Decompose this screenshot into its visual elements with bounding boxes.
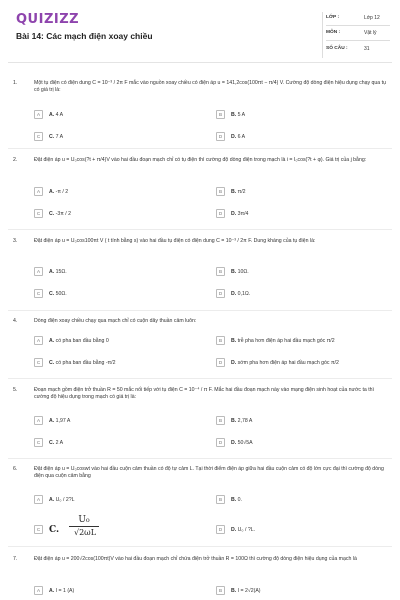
option-text: I = 1 (A) xyxy=(55,588,75,594)
question-separator xyxy=(8,458,392,459)
question-separator xyxy=(8,546,392,547)
option-letter-box: C xyxy=(34,209,43,218)
question-number: 3. xyxy=(13,238,18,244)
option-text: I = 2√2(A) xyxy=(237,588,261,594)
option-letter-box: B xyxy=(216,416,225,425)
meta-count-key: SỐ CÂU : xyxy=(326,46,348,51)
question-number: 1. xyxy=(13,80,18,86)
option-letter-box: B xyxy=(216,110,225,119)
option-letter-box: A xyxy=(34,110,43,119)
header-divider xyxy=(322,12,323,58)
option-text: 7 A xyxy=(55,134,64,140)
option-letter-box: D xyxy=(216,525,225,534)
question-text: Đoạn mạch gồm điện trở thuần R = 50 mắc nối tiếp với tụ điện C = 10⁻⁴ / π F. Mắc hai đầu đoạn mạch này vào mạng điện sinh hoạt của nước ta thì cường độ hiệu dụng trong mạch có giá trị là: xyxy=(34,387,375,400)
question-number: 7. xyxy=(13,556,18,562)
option-letter-box: C xyxy=(34,525,43,534)
option-text: 50Ω. xyxy=(55,291,67,297)
option-text: có pha ban đầu bằng 0 xyxy=(55,338,109,344)
option-letter-box: A xyxy=(34,336,43,345)
worksheet-title: Bài 14: Các mạch điện xoay chiều xyxy=(16,31,153,41)
option-text: 2,78 A xyxy=(237,418,253,424)
question-number: 4. xyxy=(13,318,18,324)
quizizz-logo: QUIZIZZ xyxy=(16,12,80,27)
option-text: có pha ban đầu bằng -π/2 xyxy=(55,360,116,366)
option-letter-box: B xyxy=(216,336,225,345)
option-letter-box: D xyxy=(216,438,225,447)
option-text: 3π/4 xyxy=(237,211,249,217)
option-letter-box: C xyxy=(34,132,43,141)
worksheet-header xyxy=(0,0,400,62)
option-text: 0,1Ω. xyxy=(237,291,251,297)
option-letter-box: A xyxy=(34,267,43,276)
option-letter-box: D xyxy=(216,358,225,367)
meta-class-key: LỚP : xyxy=(326,15,340,20)
option-text: -π / 2 xyxy=(55,189,69,195)
option-text: 10Ω. xyxy=(237,269,249,275)
meta-divider xyxy=(326,40,390,41)
header-rule xyxy=(8,62,392,63)
option-letter-box: D xyxy=(216,132,225,141)
question-text: Một tụ điện có điện dung C = 10⁻³ / 2π F mắc vào nguồn xoay chiều có điện áp u = 141,2cos(100πt − π/4) V. Cường độ dòng điện hiệu dụng chạy qua tụ có giá trị là: xyxy=(34,80,386,93)
option-letter-box: B xyxy=(216,187,225,196)
question-number: 2. xyxy=(13,157,18,163)
option-letter-box: A xyxy=(34,495,43,504)
fraction-denominator: √2ωL xyxy=(73,528,97,537)
question-separator xyxy=(8,310,392,311)
question-text: Đặt điện áp u = 200√2cos(100πt)V vào hai đầu đoạn mạch chỉ chứa điện trở thuần R = 100Ω thì cường độ dòng điện hiệu dụng của mạch là xyxy=(34,556,357,562)
option-letter-box: B xyxy=(216,495,225,504)
option-text: 1,97 A xyxy=(55,418,71,424)
option-letter-box: B xyxy=(216,586,225,595)
option-text: -3π / 2 xyxy=(55,211,72,217)
question-text: Đặt điện áp u = U₀cos(?t + π/4)V vào hai đầu đoạn mạch chỉ có tụ điện thì cường độ dòng điện trong mạch là i = I₀cos(?t + φ). Giá trị của j bằng: xyxy=(34,157,367,163)
meta-subject-key: MÔN : xyxy=(326,30,341,35)
option-text: 15Ω. xyxy=(55,269,67,275)
meta-count-value: 31 xyxy=(364,46,370,52)
option-text: π/2 xyxy=(237,189,246,195)
meta-subject-value: Vật lý xyxy=(364,30,377,36)
question-text: Đặt điện áp u = U₀cos100πt V ( t tính bằng s) vào hai đầu tụ điện có điện dung C = 10⁻³ / 2π F. Dung kháng của tụ điện là: xyxy=(34,238,316,244)
question-separator xyxy=(8,229,392,230)
option-letter-box: B xyxy=(216,267,225,276)
fraction-bar xyxy=(69,526,99,527)
option-text: 6 A xyxy=(237,134,246,140)
option-text: trễ pha hơn điện áp hai đầu mạch góc π/2 xyxy=(237,338,335,344)
fraction-numerator: U₀ xyxy=(78,515,90,525)
question-separator xyxy=(8,378,392,379)
option-letter-box: A xyxy=(34,187,43,196)
option-text: U₀ / ?L. xyxy=(237,527,256,533)
option-letter-box: A xyxy=(34,416,43,425)
question-separator xyxy=(8,148,392,149)
option-letter-box: A xyxy=(34,586,43,595)
meta-class-value: Lớp 12 xyxy=(364,15,380,21)
question-number: 5. xyxy=(13,387,18,393)
option-text: 50√5A xyxy=(237,440,253,446)
option-letter-box: C xyxy=(34,358,43,367)
option-letter-box: C xyxy=(34,438,43,447)
question-number: 6. xyxy=(13,466,18,472)
question-text: Đặt điện áp u = U₀coswt vào hai đầu cuộn cảm thuần có độ tự cảm L. Tại thời điểm điện áp giữa hai đầu cuộn cảm có độ lớn cực đại thì cường độ dòng điện qua cuộn cảm bằng xyxy=(34,466,384,479)
option-text: 5 A xyxy=(237,112,246,118)
option-letter-box: C xyxy=(34,289,43,298)
option-text: sớm pha hơn điện áp hai đầu mạch góc π/2 xyxy=(237,360,339,366)
option-text: 2 A xyxy=(55,440,64,446)
meta-divider xyxy=(326,25,390,26)
option-letter-box: D xyxy=(216,209,225,218)
question-text: Dòng điện xoay chiều chạy qua mạch chỉ có cuộn dây thuần cảm luôn: xyxy=(34,318,197,324)
option-text: 0. xyxy=(237,497,242,503)
option-letter-box: D xyxy=(216,289,225,298)
option-text: U₀ / 2?L xyxy=(55,497,75,503)
option-text: 4 A xyxy=(55,112,64,118)
